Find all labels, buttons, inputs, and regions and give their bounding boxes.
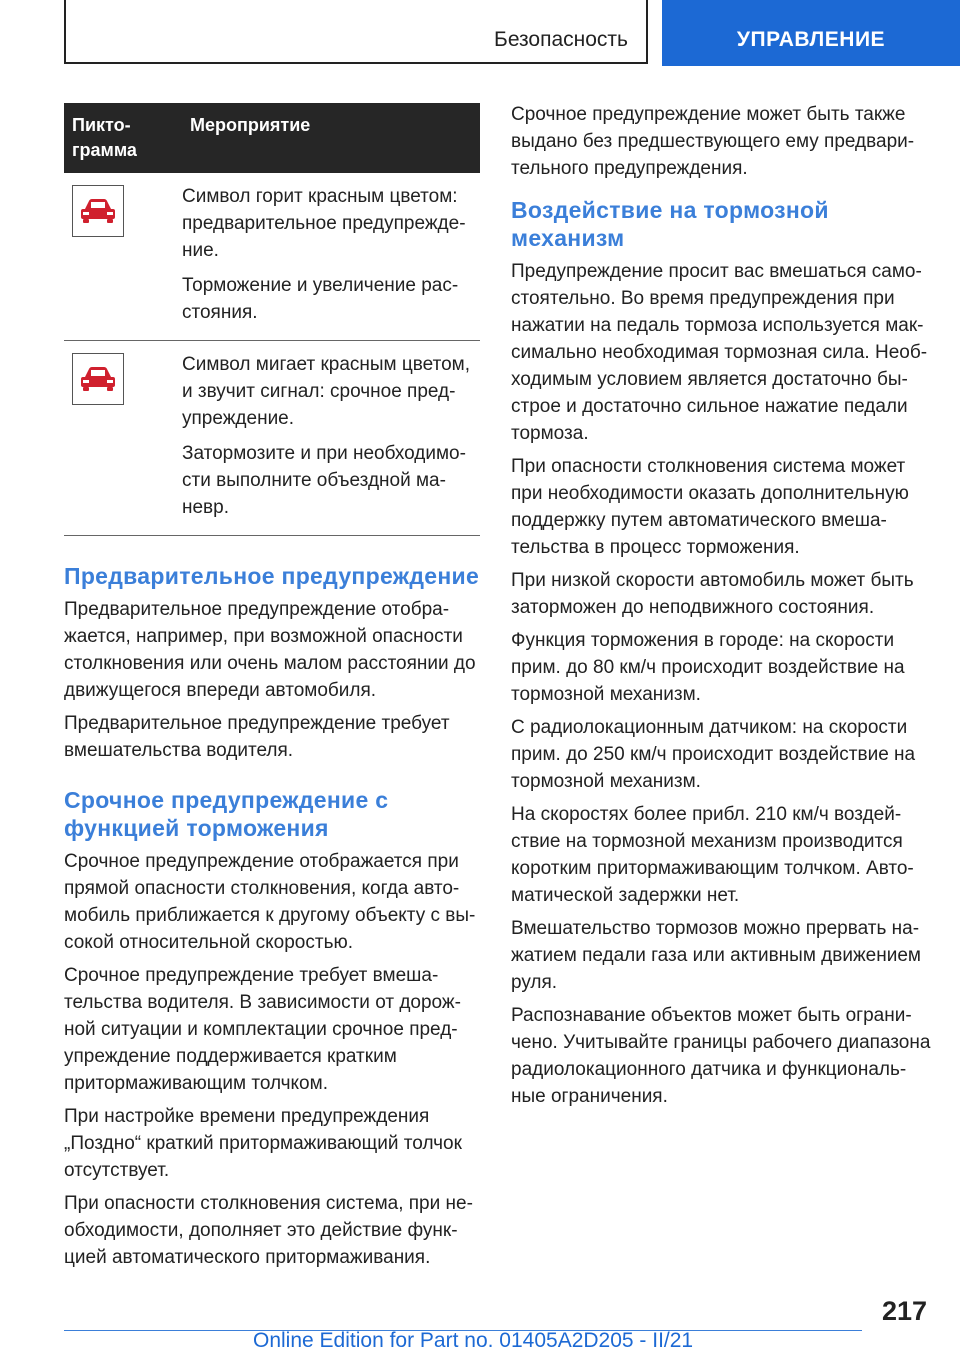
pictogram-table [64,103,480,536]
paragraph: Срочное предупреждение может быть также выдано без предшествующего ему предвари-тельного предупреждения. [511,104,915,179]
paragraph: Распознавание объектов может быть ограни-чено. Учитывайте границы рабочего диапазона радиолокационного датчика и функциональ-ные ограничения. [511,1005,931,1107]
paragraph: При опасности столкновения система, при не-обходимости, дополняет это действие функ-цией автоматического притормаживания. [64,1193,473,1268]
header-chapter-tab[interactable]: УПРАВЛЕНИЕ [662,0,960,66]
action-text: Символ мигает красным цветом, и звучит сигнал: срочное пред-упреждение. [182,354,470,429]
paragraph: С радиолокационным датчиком: на скорости прим. до 250 км/ч происходит воздействие на тормозной механизм. [511,717,916,792]
paragraph: Предупреждение просит вас вмешаться само-стоятельно. Во время предупреждения при нажатии на педаль тормоза используется мак-симально необходимая тормозная сила. Необ-ходимым условием является достаточно бы-строе и достаточно сильное нажатие педали тормоза. [511,261,928,444]
paragraph: Предварительное предупреждение требует вмешательства водителя. [64,713,450,761]
page-number: 217 [881,1296,927,1326]
table-header-row [64,103,480,173]
paragraph: На скоростях более прибл. 210 км/ч воздей-ствие на тормозной механизм производится коротким притормаживающим толчком. Авто-матической задержки нет. [511,804,914,906]
table-row [64,173,480,341]
header-section-title: Безопасность [494,28,628,51]
car-front-warning-icon [72,353,124,405]
footer-edition-link[interactable]: Online Edition for Part no. 01405A2D205 - II/21 [253,1329,694,1352]
car-front-warning-icon [72,185,124,237]
table-cell-action [182,173,480,341]
heading-preliminary-warning: Предварительное предупреждение [64,563,480,589]
action-text: Торможение и увеличение рас-стояния. [182,275,459,323]
action-text: Символ горит красным цветом: предварительное предупрежде-ние. [182,186,466,261]
table-cell-icon [64,341,182,536]
paragraph: Срочное предупреждение требует вмеша-тельства водителя. В зависимости от дорож-ной ситуации и комплектации срочное пред-упреждение поддерживается кратким притормаживающим толчком. [64,965,461,1094]
table-cell-action [182,341,480,536]
right-column [511,101,931,1116]
paragraph: Срочное предупреждение отображается при прямой опасности столкновения, когда авто-мобиль приближается к другому объекту с вы-сокой относительной скоростью. [64,851,476,953]
paragraph: Предварительное предупреждение отобра-жается, например, при возможной опасности столкновения или очень малом расстоянии до движущегося впереди автомобиля. [64,599,476,701]
heading-urgent-warning: Срочное предупреждение с функцией торможения [64,787,389,841]
header-section-box [64,0,648,64]
table-row [64,341,480,536]
table-header-pictogram: Пикто- грамма [64,103,182,173]
heading-brake-intervention: Воздействие на тормозной механизм [511,197,829,251]
paragraph: Вмешательство тормозов можно прервать на-жатием педали газа или активным движением руля. [511,918,921,993]
action-text: Затормозите и при необходимо-сти выполните объездной ма-невр. [182,443,466,518]
paragraph: При низкой скорости автомобиль может быть заторможен до неподвижного состояния. [511,570,914,618]
table-header-action: Мероприятие [182,103,480,173]
left-column [64,103,480,1277]
table-cell-icon [64,173,182,341]
paragraph: Функция торможения в городе: на скорости прим. до 80 км/ч происходит воздействие на тормозной механизм. [511,630,905,705]
paragraph: При настройке времени предупреждения „Поздно“ краткий притормаживающий толчок отсутствует. [64,1106,462,1181]
paragraph: При опасности столкновения система может при необходимости оказать дополнительную поддержку путем автоматического вмеша-тельства в процесс торможения. [511,456,909,558]
